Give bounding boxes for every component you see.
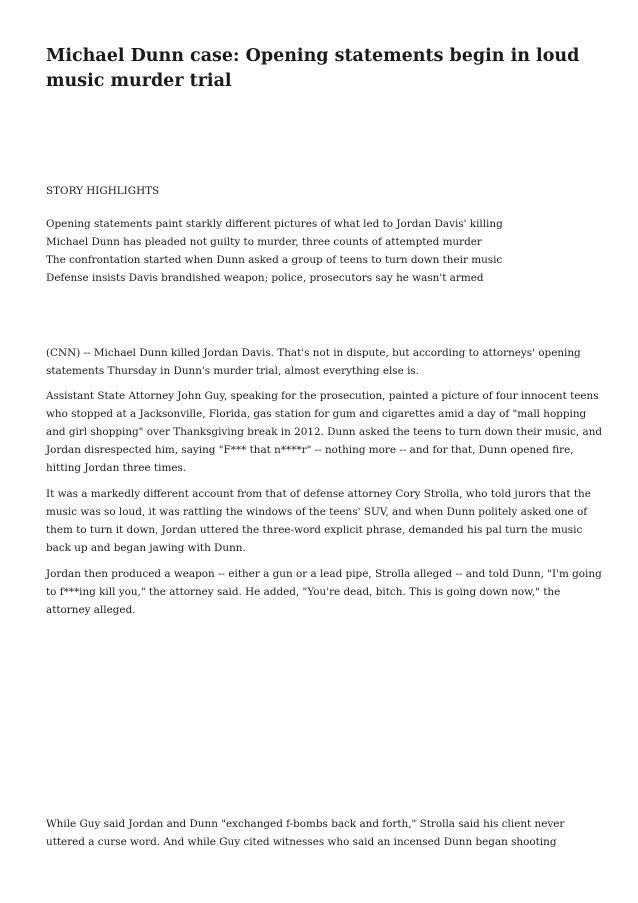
highlight-item: The confrontation started when Dunn asked a group of teens to turn down their music: [46, 254, 503, 266]
article-paragraph: Assistant State Attorney John Guy, speaking for the prosecution, painted a picture of four innocent teens who stopped at a Jacksonville, Florida, gas station for gum and cigarettes amid a day of "mall hopping and girl shopping" over Thanksgiving break in 2012. Dunn asked the teens to turn down their music, and Jordan disrespected him, saying "F*** that n****r" -- nothing more -- and for that, Dunn opened fire, hitting Jordan three times.: [46, 390, 603, 474]
article-paragraph: It was a markedly different account from that of defense attorney Cory Strolla, who told jurors that the music was so loud, it was rattling the windows of the teens' SUV, and when Dunn politely asked one of them to turn it down, Jordan uttered the three-word explicit phrase, demanded his pal turn the music back up and began jawing with Dunn.: [46, 488, 591, 554]
highlights-label: STORY HIGHLIGHTS: [46, 185, 160, 197]
highlights-list: [46, 215, 503, 287]
article-paragraph: While Guy said Jordan and Dunn "exchanged f-bombs back and forth," Strolla said his client never uttered a curse word. And while Guy cited witnesses who said an incensed Dunn began shooting: [46, 818, 565, 848]
highlight-item: Defense insists Davis brandished weapon; police, prosecutors say he wasn't armed: [46, 272, 484, 284]
highlight-item: Opening statements paint starkly different pictures of what led to Jordan Davis' killing: [46, 218, 503, 230]
article-paragraph: (CNN) -- Michael Dunn killed Jordan Davis. That's not in dispute, but according to attorneys' opening statements Thursday in Dunn's murder trial, almost everything else is.: [46, 347, 581, 377]
article-paragraph: Jordan then produced a weapon -- either a gun or a lead pipe, Strolla alleged -- and told Dunn, "I'm going to f***ing kill you," the attorney said. He added, "You're dead, bitch. This is going down now," the attorney alleged.: [46, 568, 602, 616]
article-title: Michael Dunn case: Opening statements begin in loud music murder trial: [46, 46, 580, 91]
highlight-item: Michael Dunn has pleaded not guilty to murder, three counts of attempted murder: [46, 236, 482, 248]
